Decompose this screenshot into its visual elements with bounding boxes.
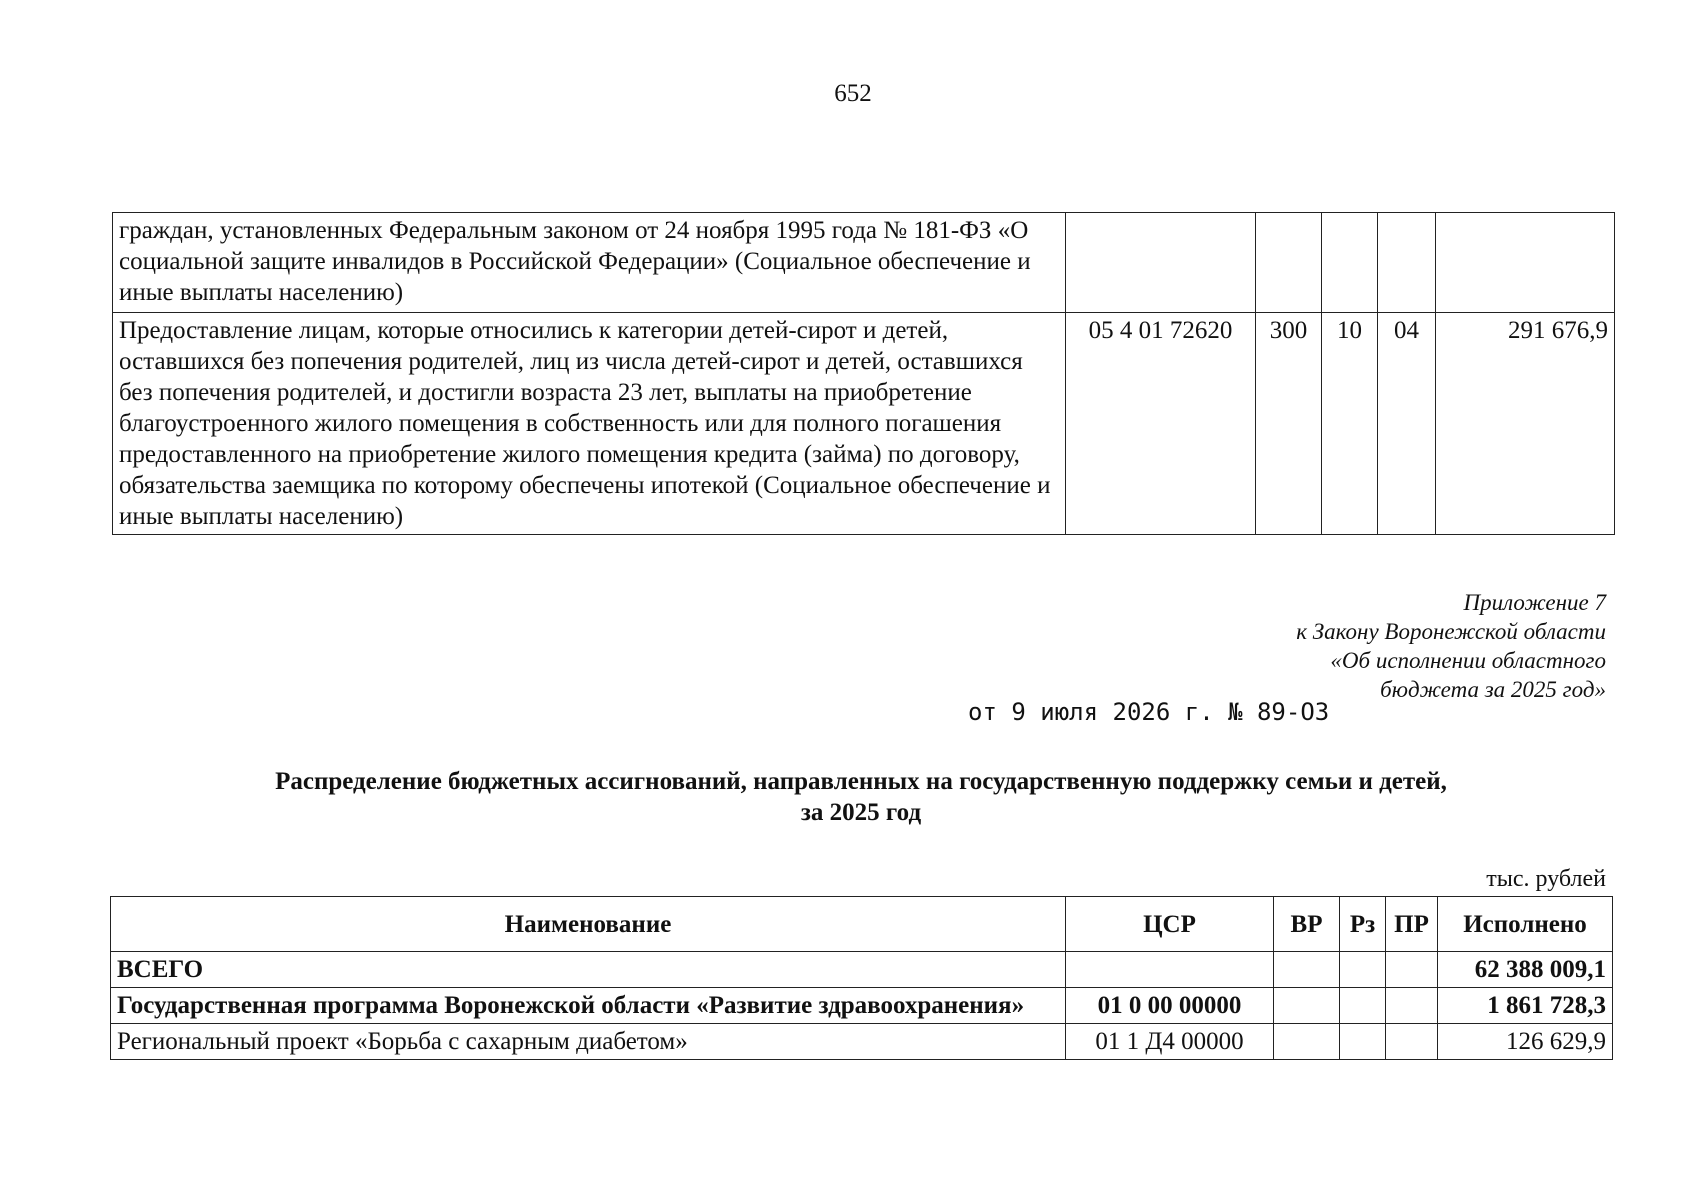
row-rz	[1340, 988, 1386, 1024]
row-executed: 62 388 009,1	[1438, 952, 1613, 988]
table-row	[113, 213, 1615, 313]
row-vr: 300	[1256, 313, 1322, 535]
appendix-line: бюджета за 2025 год»	[1380, 677, 1606, 702]
appendix-line: «Об исполнении областного	[1330, 648, 1606, 673]
row-vr	[1274, 988, 1340, 1024]
row-csr: 01 0 00 00000	[1066, 988, 1274, 1024]
row-name: ВСЕГО	[111, 952, 1066, 988]
row-pr	[1386, 988, 1438, 1024]
row-csr: 05 4 01 72620	[1066, 313, 1256, 535]
appendix-note	[1006, 588, 1606, 704]
row-name: граждан, установленных Федеральным законом от 24 ноября 1995 года № 181-ФЗ «О социальной защите инвалидов в Российской Федерации» (Социальное обеспечение и иные выплаты населению)	[113, 213, 1066, 313]
row-rz: 10	[1322, 313, 1378, 535]
row-csr: 01 1 Д4 00000	[1066, 1024, 1274, 1060]
row-vr	[1274, 1024, 1340, 1060]
title-line: за 2025 год	[800, 799, 922, 826]
table-row	[111, 1024, 1613, 1060]
row-name: Государственная программа Воронежской области «Развитие здравоохранения»	[111, 988, 1066, 1024]
row-rz	[1340, 1024, 1386, 1060]
row-name: Региональный проект «Борьба с сахарным диабетом»	[111, 1024, 1066, 1060]
row-csr	[1066, 952, 1274, 988]
budget-table	[110, 896, 1613, 1060]
table-header-row	[111, 897, 1613, 952]
header-rz: Рз	[1340, 897, 1386, 952]
appendix-line: Приложение 7	[1463, 590, 1606, 615]
row-rz	[1322, 213, 1378, 313]
page-number: 652	[834, 80, 872, 107]
continuation-table	[112, 212, 1615, 535]
row-vr	[1256, 213, 1322, 313]
row-executed: 1 861 728,3	[1438, 988, 1613, 1024]
row-pr	[1386, 1024, 1438, 1060]
table-row	[113, 313, 1615, 535]
header-name: Наименование	[111, 897, 1066, 952]
row-executed: 126 629,9	[1438, 1024, 1613, 1060]
units-label: тыс. рублей	[1486, 866, 1606, 892]
header-csr: ЦСР	[1066, 897, 1274, 952]
row-executed	[1436, 213, 1615, 313]
title-line: Распределение бюджетных ассигнований, направленных на государственную поддержку семьи и детей,	[275, 768, 1447, 795]
row-name: Предоставление лицам, которые относились к категории детей-сирот и детей, оставшихся без попечения родителей, лиц из числа детей-сирот и детей, оставшихся без попечения родителей, и достигли возраста 23 лет, выплаты на приобретение благоустроенного жилого помещения в собственность или для полного погашения предоставленного на приобретение жилого помещения кредита (займа) по договору, обязательства заемщика по которому обеспечены ипотекой (Социальное обеспечение и иные выплаты населению)	[113, 313, 1066, 535]
law-date-stamp: от 9 июля 2026 г. № 89-ОЗ	[968, 698, 1330, 726]
table-row	[111, 952, 1613, 988]
row-executed: 291 676,9	[1436, 313, 1615, 535]
row-pr	[1378, 213, 1436, 313]
row-pr	[1386, 952, 1438, 988]
document-title	[110, 766, 1612, 828]
row-rz	[1340, 952, 1386, 988]
row-pr: 04	[1378, 313, 1436, 535]
appendix-line: к Закону Воронежской области	[1296, 619, 1606, 644]
header-executed: Исполнено	[1438, 897, 1613, 952]
header-pr: ПР	[1386, 897, 1438, 952]
table-row	[111, 988, 1613, 1024]
row-csr	[1066, 213, 1256, 313]
header-vr: ВР	[1274, 897, 1340, 952]
row-vr	[1274, 952, 1340, 988]
